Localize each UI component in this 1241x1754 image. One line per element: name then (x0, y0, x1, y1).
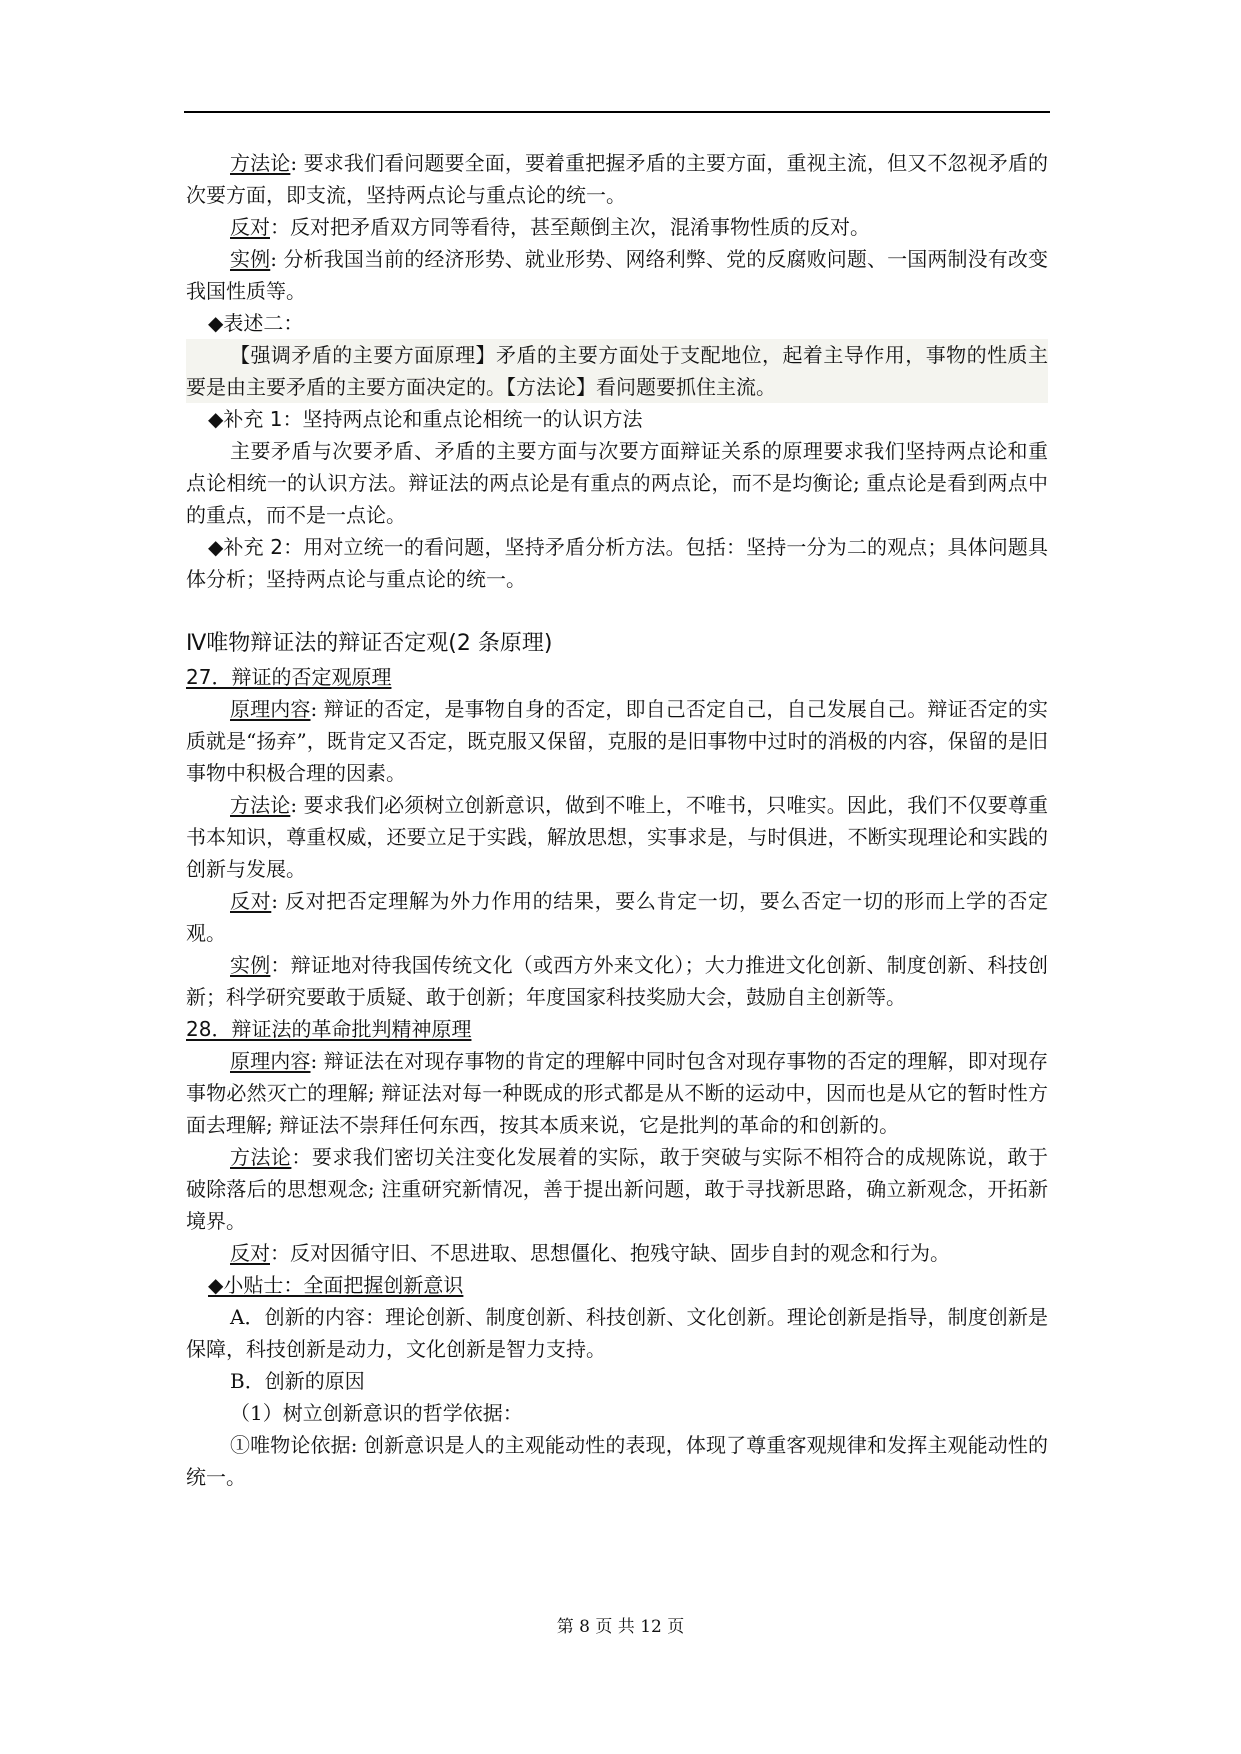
principle-27-example: 实例：辩证地对待我国传统文化（或西方外来文化）；大力推进文化创新、制度创新、科技创新；科学研究要敢于质疑、敢于创新；年度国家科技奖励大会，鼓励自主创新等。 (186, 953, 1049, 1009)
principle-27-heading: 27．辩证的否定观原理 (186, 665, 392, 689)
document-body (186, 147, 1048, 1493)
tip-philosophical-basis: （1）树立创新意识的哲学依据： (230, 1401, 523, 1425)
tip-innovation-reason: B．创新的原因 (230, 1369, 365, 1393)
methodology-label: 方法论 (230, 151, 291, 175)
principle-28-heading: 28．辩证法的革命批判精神原理 (186, 1017, 472, 1041)
header-rule (184, 111, 1050, 113)
statement-two-heading: ◆表述二： (208, 311, 304, 335)
principle-28-oppose: 反对：反对因循守旧、不思进取、思想僵化、抱残守缺、固步自封的观念和行为。 (230, 1241, 950, 1265)
principle-27-content: 原理内容: 辩证的否定，是事物自身的否定，即自己否定自己，自己发展自己。辩证否定的实质就是“扬弃”，既肯定又否定，既克服又保留，克服的是旧事物中过时的消极的内容，保留的是旧事物中积极合理的因素。 (186, 697, 1048, 785)
tip-materialism-basis: ①唯物论依据: 创新意识是人的主观能动性的表现，体现了尊重客观规律和发挥主观能动性的统一。 (186, 1433, 1048, 1489)
principle-28-methodology: 方法论：要求我们密切关注变化发展着的实际，敢于突破与实际不相符合的成规陈说，敢于破除落后的思想观念; 注重研究新情况，善于提出新问题，敢于寻找新思路，确立新观念，开拓新境界。 (186, 1145, 1049, 1233)
supplement-two-paragraph: ◆补充 2：用对立统一的看问题，坚持矛盾分析方法。包括：坚持一分为二的观点；具体问题具体分析；坚持两点论与重点论的统一。 (186, 535, 1049, 591)
supplement-two-heading: ◆补充 2：用对立统一的看问题，坚持矛盾分析方法。 (208, 535, 686, 559)
oppose-paragraph: 反对：反对把矛盾双方同等看待，甚至颠倒主次，混淆事物性质的反对。 (230, 215, 870, 239)
principle-28-content: 原理内容: 辩证法在对现存事物的肯定的理解中同时包含对现存事物的否定的理解，即对现存事物必然灭亡的理解; 辩证法对每一种既成的形式都是从不断的运动中，因而也是从它的暂时性方面去理解; 辩证法不崇拜任何东西，按其本质来说，它是批判的革命的和创新的。 (186, 1049, 1048, 1137)
supplement-one-text: 主要矛盾与次要矛盾、矛盾的主要方面与次要方面辩证关系的原理要求我们坚持两点论和重点论相统一的认识方法。辩证法的两点论是有重点的两点论，而不是均衡论; 重点论是看到两点中的重点，而不是一点论。 (186, 439, 1048, 527)
principal-aspect-paragraph: 【强调矛盾的主要方面原理】矛盾的主要方面处于支配地位，起着主导作用，事物的性质主要是由主要矛盾的主要方面决定的。【方法论】看问题要抓住主流。 (186, 339, 1048, 403)
principle-27-methodology: 方法论: 要求我们必须树立创新意识，做到不唯上，不唯书，只唯实。因此，我们不仅要尊重书本知识，尊重权威，还要立足于实践，解放思想，实事求是，与时俱进，不断实现理论和实践的创新与发展。 (186, 793, 1048, 881)
tip-heading: ◆小贴士：全面把握创新意识 (208, 1273, 464, 1297)
tip-innovation-content: A．创新的内容：理论创新、制度创新、科技创新、文化创新。理论创新是指导，制度创新是保障，科技创新是动力，文化创新是智力支持。 (186, 1305, 1048, 1361)
supplement-one-heading: ◆补充 1：坚持两点论和重点论相统一的认识方法 (208, 407, 643, 431)
example-paragraph: 实例: 分析我国当前的经济形势、就业形势、网络利弊、党的反腐败问题、一国两制没有改变我国性质等。 (186, 247, 1048, 303)
principle-27-oppose: 反对: 反对把否定理解为外力作用的结果，要么肯定一切，要么否定一切的形而上学的否定观。 (186, 889, 1048, 945)
example-label: 实例 (230, 247, 271, 271)
section-title: Ⅳ唯物辩证法的辩证否定观(2 条原理) (186, 631, 553, 656)
oppose-label: 反对 (230, 215, 270, 239)
page-footer: 第 8 页 共 12 页 (556, 1617, 685, 1637)
methodology-paragraph: 方法论: 要求我们看问题要全面，要着重把握矛盾的主要方面，重视主流，但又不忽视矛盾的次要方面，即支流，坚持两点论与重点论的统一。 (186, 151, 1048, 207)
